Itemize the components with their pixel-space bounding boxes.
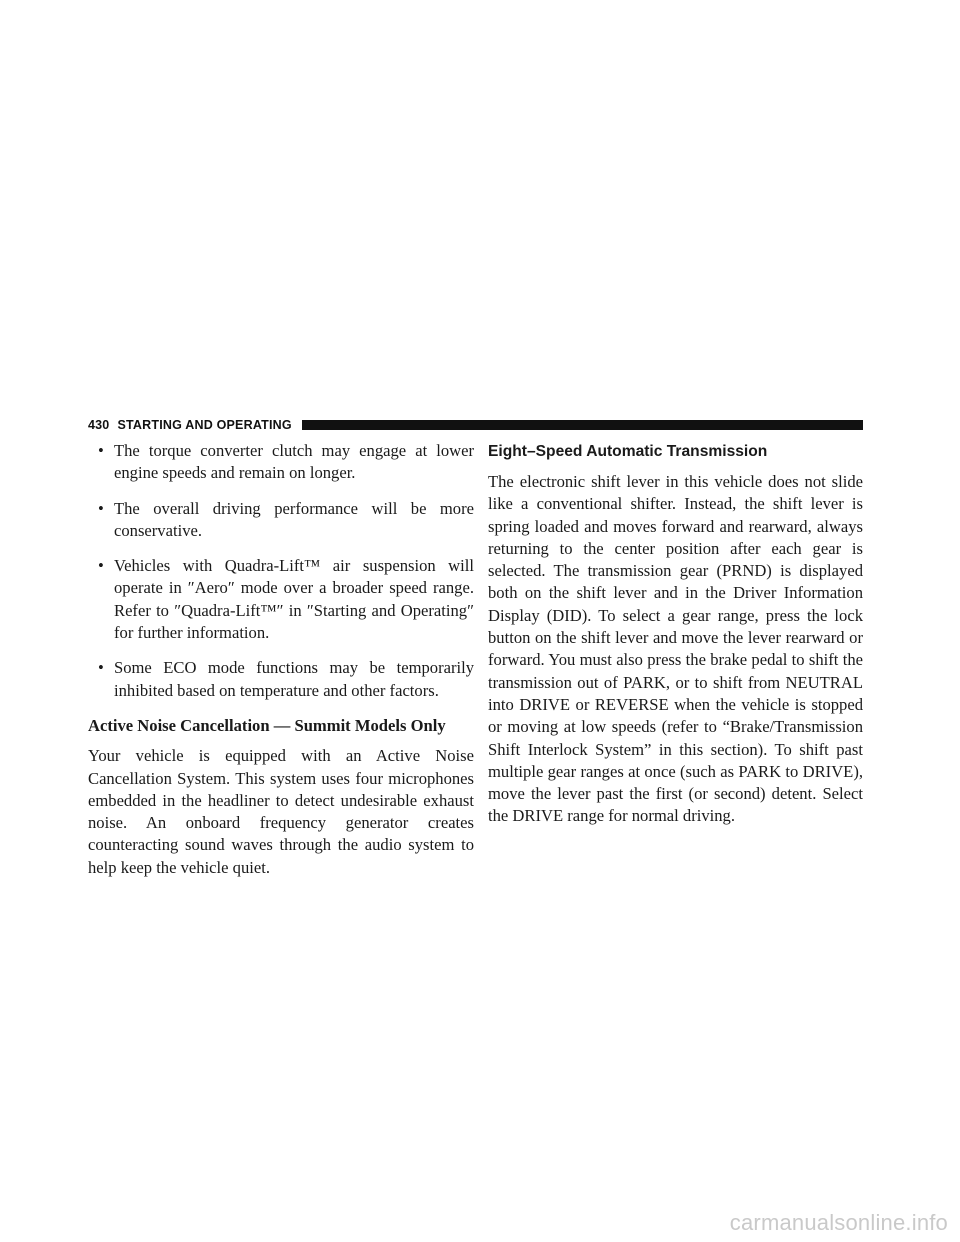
bullet-icon: •	[98, 441, 104, 460]
list-item	[88, 498, 474, 543]
bullet-icon: •	[98, 658, 104, 678]
header-rule	[302, 420, 863, 430]
left-column	[88, 440, 474, 879]
list-item	[88, 555, 474, 644]
bullet-text: Vehicles with Quadra-Lift™ air suspension will operate in ″Aero″ mode over a broader speed range. Refer to ″Quadra-Lift™″ in ″Starting and Operating″ for further information.	[114, 556, 474, 643]
watermark: carmanualsonline.info	[729, 1210, 948, 1235]
bullet-text: Some ECO mode functions may be temporarily inhibited based on temperature and other factors.	[114, 658, 474, 700]
paragraph-active-noise-cancellation: Your vehicle is equipped with an Active Noise Cancellation System. This system uses four microphones embedded in the headliner to detect undesirable exhaust noise. An onboard frequency generator creates counteracting sound waves through the audio system to help keep the vehicle quiet.	[88, 746, 474, 877]
subheading-active-noise-cancellation: Active Noise Cancellation — Summit Models Only	[88, 715, 446, 735]
bullet-icon: •	[98, 498, 104, 518]
bullet-text: The overall driving performance will be more conservative.	[114, 498, 474, 540]
bullet-icon: •	[98, 556, 104, 576]
page-number: 430	[88, 418, 110, 432]
list-item	[88, 657, 474, 702]
paragraph-eight-speed-transmission: The electronic shift lever in this vehicle does not slide like a conventional shifter. Instead, the shift lever is spring loaded and moves forward and rearward, always returning to the center position after each gear is selected. The transmission gear (PRND) is displayed both on the shift lever and in the Driver Information Display (DID). To select a gear range, press the lock button on the shift lever and move the lever rearward or forward. You must also press the brake pedal to shift the transmission out of PARK, or to shift from NEUTRAL into DRIVE or REVERSE when the vehicle is stopped or moving at low speeds (refer to “Brake/Transmission Shift Interlock System” in this section). To shift past multiple gear ranges at once (such as PARK to DRIVE), move the lever past the first (or second) detent. Select the DRIVE range for normal driving.	[488, 472, 863, 826]
bullet-list	[88, 440, 474, 702]
right-column	[488, 440, 863, 828]
section-title: STARTING AND OPERATING	[117, 418, 292, 432]
heading-eight-speed-transmission: Eight–Speed Automatic Transmission	[488, 443, 768, 460]
list-item	[88, 440, 474, 485]
page-header	[88, 417, 863, 433]
bullet-text: The torque converter clutch may engage at lower engine speeds and remain on longer.	[114, 441, 474, 483]
